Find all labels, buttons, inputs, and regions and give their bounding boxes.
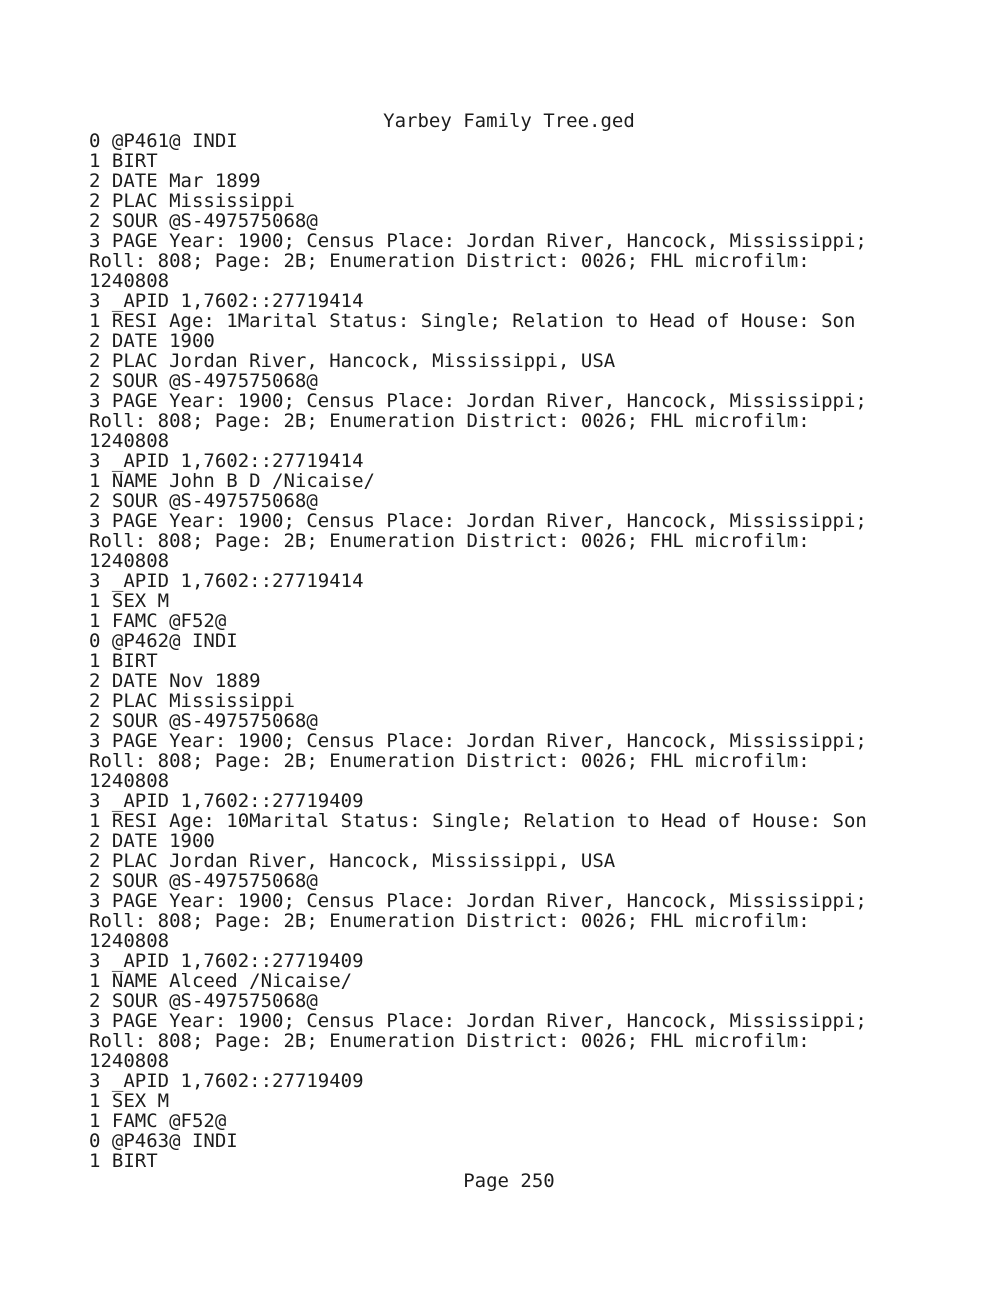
gedcom-line: 1 BIRT [89,650,158,672]
gedcom-line: Roll: 808; Page: 2B; Enumeration District: 0026; FHL microfilm: [89,1030,810,1052]
gedcom-line: 3 PAGE Year: 1900; Census Place: Jordan River, Hancock, Mississippi; [89,730,867,752]
gedcom-line: 1 RESI Age: 1Marital Status: Single; Relation to Head of House: Son [89,310,856,332]
gedcom-line: 3 PAGE Year: 1900; Census Place: Jordan River, Hancock, Mississippi; [89,390,867,412]
gedcom-line: 1240808 [89,770,170,792]
gedcom-line: 3 _APID 1,7602::27719409 [89,790,364,812]
gedcom-line: 3 PAGE Year: 1900; Census Place: Jordan River, Hancock, Mississippi; [89,230,867,252]
gedcom-line: 2 PLAC Mississippi [89,190,295,212]
gedcom-line: 1 SEX M [89,1090,170,1112]
gedcom-line: 2 SOUR @S-497575068@ [89,870,318,892]
gedcom-line: 1240808 [89,550,170,572]
gedcom-line: 1 BIRT [89,1150,158,1172]
gedcom-line: 1 NAME John B D /Nicaise/ [89,470,375,492]
gedcom-line: Roll: 808; Page: 2B; Enumeration District: 0026; FHL microfilm: [89,410,810,432]
gedcom-line: 1 BIRT [89,150,158,172]
gedcom-line: Roll: 808; Page: 2B; Enumeration District: 0026; FHL microfilm: [89,750,810,772]
gedcom-line: 1 NAME Alceed /Nicaise/ [89,970,353,992]
gedcom-line: 3 _APID 1,7602::27719414 [89,570,364,592]
gedcom-line: 3 _APID 1,7602::27719414 [89,450,364,472]
document-title: Yarbey Family Tree.ged [383,110,635,132]
gedcom-line: 2 PLAC Jordan River, Hancock, Mississippi, USA [89,350,616,372]
gedcom-line: 3 _APID 1,7602::27719414 [89,290,364,312]
gedcom-line: 2 PLAC Mississippi [89,690,295,712]
gedcom-line: 2 DATE Nov 1889 [89,670,261,692]
gedcom-line: 1 FAMC @F52@ [89,1110,227,1132]
gedcom-line: 2 SOUR @S-497575068@ [89,210,318,232]
gedcom-line: 2 PLAC Jordan River, Hancock, Mississippi, USA [89,850,616,872]
gedcom-line: 2 SOUR @S-497575068@ [89,370,318,392]
gedcom-line: 2 DATE 1900 [89,830,215,852]
gedcom-line: 3 PAGE Year: 1900; Census Place: Jordan River, Hancock, Mississippi; [89,1010,867,1032]
gedcom-line: 1240808 [89,1050,170,1072]
gedcom-line: 0 @P463@ INDI [89,1130,238,1152]
gedcom-line: 0 @P461@ INDI [89,130,238,152]
gedcom-line: 3 PAGE Year: 1900; Census Place: Jordan River, Hancock, Mississippi; [89,890,867,912]
page-number: Page 250 [463,1170,555,1192]
gedcom-record-lines [89,131,969,1171]
gedcom-line: Roll: 808; Page: 2B; Enumeration District: 0026; FHL microfilm: [89,250,810,272]
gedcom-line: 1 FAMC @F52@ [89,610,227,632]
gedcom-line: 2 SOUR @S-497575068@ [89,490,318,512]
gedcom-line: 2 DATE Mar 1899 [89,170,261,192]
gedcom-line: 1240808 [89,430,170,452]
gedcom-line: 3 _APID 1,7602::27719409 [89,1070,364,1092]
gedcom-line: 2 DATE 1900 [89,330,215,352]
gedcom-line: 1 RESI Age: 10Marital Status: Single; Relation to Head of House: Son [89,810,867,832]
gedcom-line: 0 @P462@ INDI [89,630,238,652]
gedcom-line: Roll: 808; Page: 2B; Enumeration District: 0026; FHL microfilm: [89,530,810,552]
gedcom-line: 2 SOUR @S-497575068@ [89,990,318,1012]
gedcom-line: Roll: 808; Page: 2B; Enumeration District: 0026; FHL microfilm: [89,910,810,932]
gedcom-line: 3 _APID 1,7602::27719409 [89,950,364,972]
gedcom-line: 1240808 [89,930,170,952]
gedcom-line: 3 PAGE Year: 1900; Census Place: Jordan River, Hancock, Mississippi; [89,510,867,532]
gedcom-line: 2 SOUR @S-497575068@ [89,710,318,732]
gedcom-line: 1 SEX M [89,590,170,612]
gedcom-line: 1240808 [89,270,170,292]
